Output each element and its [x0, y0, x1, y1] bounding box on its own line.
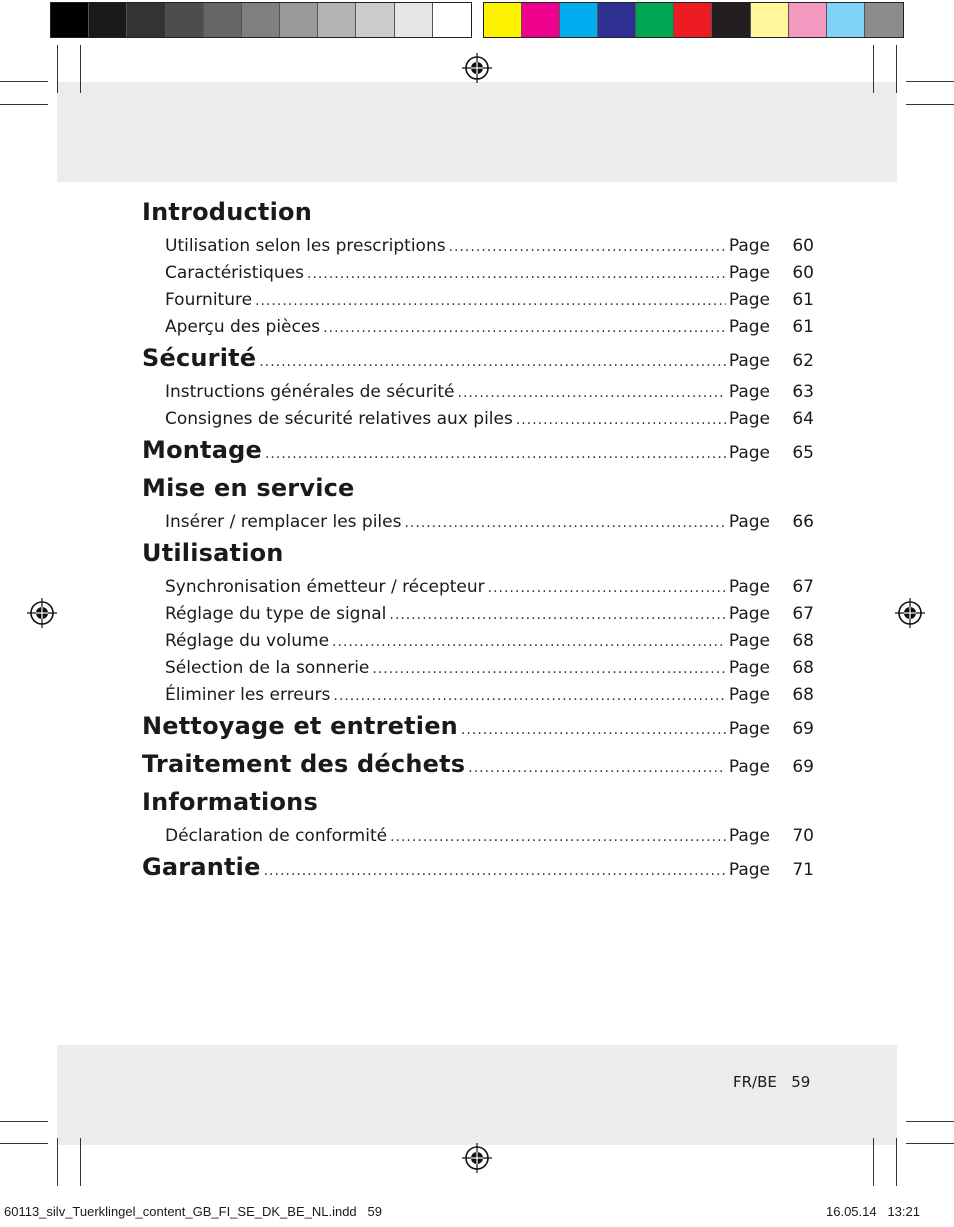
toc-page-label: Page	[728, 577, 770, 597]
slug-file	[4, 1204, 382, 1219]
toc-page-number: 60	[792, 236, 814, 256]
color-swatch	[598, 3, 636, 37]
crop-mark	[896, 1138, 897, 1186]
toc-page-label: Page	[728, 757, 770, 777]
toc-page-number: 67	[792, 604, 814, 624]
toc-section	[142, 788, 814, 853]
crop-mark	[906, 81, 954, 82]
toc-entry	[142, 409, 814, 436]
toc-heading-title: Mise en service	[142, 474, 355, 502]
crop-mark	[906, 104, 954, 105]
toc-section	[142, 712, 814, 750]
toc-page-label: Page	[728, 631, 770, 651]
toc-heading	[142, 788, 814, 826]
crop-mark	[896, 45, 897, 93]
toc-page-label: Page	[728, 604, 770, 624]
color-swatch	[433, 3, 471, 37]
color-swatch	[827, 3, 865, 37]
color-swatch	[522, 3, 560, 37]
toc-heading	[142, 712, 814, 750]
color-swatch	[712, 3, 750, 37]
color-swatch	[395, 3, 433, 37]
toc-heading	[142, 539, 814, 577]
toc-page-label: Page	[728, 290, 770, 310]
table-of-contents	[142, 198, 814, 891]
toc-page-number: 63	[792, 382, 814, 402]
toc-entry-label: Réglage du type de signal	[165, 604, 387, 624]
toc-leader-dots	[259, 354, 726, 370]
toc-leader-dots	[449, 239, 726, 255]
toc-leader-dots	[516, 412, 726, 428]
toc-heading	[142, 474, 814, 512]
toc-entry-label: Consignes de sécurité relatives aux piles	[165, 409, 513, 429]
grayscale-bar	[50, 2, 472, 38]
toc-entry	[142, 236, 814, 263]
toc-entry-label: Insérer / remplacer les piles	[165, 512, 402, 532]
footer-language: FR/BE	[733, 1073, 777, 1091]
crop-mark	[0, 81, 48, 82]
toc-leader-dots	[255, 293, 726, 309]
color-swatch	[204, 3, 242, 37]
toc-heading	[142, 750, 814, 788]
toc-leader-dots	[389, 607, 725, 623]
toc-page-label: Page	[728, 443, 770, 463]
toc-section	[142, 750, 814, 788]
color-swatch	[484, 3, 522, 37]
toc-page-label: Page	[728, 860, 770, 880]
slug-date-value: 16.05.14	[826, 1204, 877, 1219]
toc-page-number: 66	[792, 512, 814, 532]
slug-file-page: 59	[367, 1204, 382, 1219]
toc-leader-dots	[307, 266, 726, 282]
toc-section	[142, 344, 814, 436]
crop-mark	[57, 45, 58, 93]
toc-page-number: 61	[792, 317, 814, 337]
toc-section	[142, 436, 814, 474]
crop-mark	[80, 45, 81, 93]
color-swatch	[318, 3, 356, 37]
toc-entry-label: Caractéristiques	[165, 263, 305, 283]
toc-entry	[142, 512, 814, 539]
toc-entry	[142, 631, 814, 658]
color-bar	[483, 2, 904, 38]
toc-section	[142, 853, 814, 891]
toc-page-number: 71	[792, 860, 814, 880]
toc-leader-dots	[264, 863, 726, 879]
toc-page-label: Page	[728, 351, 770, 371]
color-swatch	[166, 3, 204, 37]
crop-mark	[873, 45, 874, 93]
toc-heading-title: Sécurité	[142, 344, 257, 372]
crop-mark	[57, 1138, 58, 1186]
toc-leader-dots	[404, 515, 725, 531]
toc-entry-label: Réglage du volume	[165, 631, 330, 651]
toc-section	[142, 198, 814, 344]
bottom-band	[57, 1045, 897, 1145]
color-swatch	[789, 3, 827, 37]
color-swatch	[636, 3, 674, 37]
toc-page-number: 62	[792, 351, 814, 371]
color-swatch	[560, 3, 598, 37]
toc-page-label: Page	[728, 512, 770, 532]
toc-heading	[142, 198, 814, 236]
toc-entry-label: Déclaration de conformité	[165, 826, 388, 846]
crop-mark	[0, 1143, 48, 1144]
toc-section	[142, 539, 814, 712]
toc-entry-label: Éliminer les erreurs	[165, 685, 331, 705]
toc-entry	[142, 604, 814, 631]
toc-page-label: Page	[728, 317, 770, 337]
crop-mark	[906, 1121, 954, 1122]
toc-page-label: Page	[728, 236, 770, 256]
registration-mark-icon	[461, 52, 493, 84]
toc-page-label: Page	[728, 263, 770, 283]
crop-mark	[906, 1143, 954, 1144]
toc-section	[142, 474, 814, 539]
toc-heading-title: Nettoyage et entretien	[142, 712, 458, 740]
color-swatch	[280, 3, 318, 37]
registration-mark-icon	[26, 597, 58, 629]
toc-heading-title: Informations	[142, 788, 318, 816]
toc-heading-title: Montage	[142, 436, 262, 464]
color-swatch	[51, 3, 89, 37]
registration-mark-icon	[461, 1142, 493, 1174]
toc-leader-dots	[333, 688, 725, 704]
toc-leader-dots	[488, 580, 726, 596]
toc-leader-dots	[468, 760, 726, 776]
color-swatch	[674, 3, 712, 37]
toc-entry	[142, 826, 814, 853]
toc-page-number: 70	[792, 826, 814, 846]
crop-mark	[0, 104, 48, 105]
toc-leader-dots	[372, 661, 725, 677]
toc-entry	[142, 263, 814, 290]
toc-entry	[142, 685, 814, 712]
toc-entry	[142, 577, 814, 604]
toc-page-number: 68	[792, 658, 814, 678]
crop-mark	[0, 1121, 48, 1122]
toc-entry-label: Utilisation selon les prescriptions	[165, 236, 446, 256]
toc-page-number: 68	[792, 685, 814, 705]
page-footer	[733, 1073, 810, 1091]
crop-mark	[80, 1138, 81, 1186]
slug-filename: 60113_silv_Tuerklingel_content_GB_FI_SE_DK_BE_NL.indd	[4, 1204, 357, 1219]
toc-entry	[142, 382, 814, 409]
crop-mark	[873, 1138, 874, 1186]
toc-page-number: 65	[792, 443, 814, 463]
footer-page-number: 59	[791, 1073, 811, 1091]
toc-page-label: Page	[728, 685, 770, 705]
color-swatch	[89, 3, 127, 37]
toc-page-label: Page	[728, 719, 770, 739]
toc-entry-label: Sélection de la sonnerie	[165, 658, 370, 678]
toc-entry	[142, 658, 814, 685]
toc-heading	[142, 853, 814, 891]
toc-heading-title: Garantie	[142, 853, 261, 881]
toc-leader-dots	[390, 829, 726, 845]
toc-entry-label: Synchronisation émetteur / récepteur	[165, 577, 485, 597]
toc-page-number: 64	[792, 409, 814, 429]
toc-page-number: 67	[792, 577, 814, 597]
toc-page-number: 69	[792, 719, 814, 739]
toc-leader-dots	[461, 722, 726, 738]
toc-entry	[142, 290, 814, 317]
toc-entry-label: Instructions générales de sécurité	[165, 382, 455, 402]
toc-heading-title: Utilisation	[142, 539, 284, 567]
slug-date	[826, 1204, 920, 1219]
toc-leader-dots	[265, 446, 726, 462]
color-swatch	[242, 3, 280, 37]
registration-mark-icon	[894, 597, 926, 629]
toc-leader-dots	[458, 385, 726, 401]
color-swatch	[127, 3, 165, 37]
toc-entry	[142, 317, 814, 344]
toc-page-number: 69	[792, 757, 814, 777]
toc-heading	[142, 344, 814, 382]
toc-leader-dots	[323, 320, 726, 336]
toc-page-number: 61	[792, 290, 814, 310]
toc-page-label: Page	[728, 826, 770, 846]
color-swatch	[751, 3, 789, 37]
color-swatch	[356, 3, 394, 37]
color-swatch	[865, 3, 903, 37]
toc-page-label: Page	[728, 382, 770, 402]
toc-leader-dots	[332, 634, 726, 650]
toc-heading-title: Traitement des déchets	[142, 750, 466, 778]
slug-time-value: 13:21	[887, 1204, 920, 1219]
toc-page-number: 68	[792, 631, 814, 651]
toc-heading-title: Introduction	[142, 198, 312, 226]
toc-entry-label: Fourniture	[165, 290, 253, 310]
toc-entry-label: Aperçu des pièces	[165, 317, 321, 337]
toc-page-number: 60	[792, 263, 814, 283]
toc-page-label: Page	[728, 409, 770, 429]
toc-heading	[142, 436, 814, 474]
toc-page-label: Page	[728, 658, 770, 678]
top-band	[57, 82, 897, 182]
